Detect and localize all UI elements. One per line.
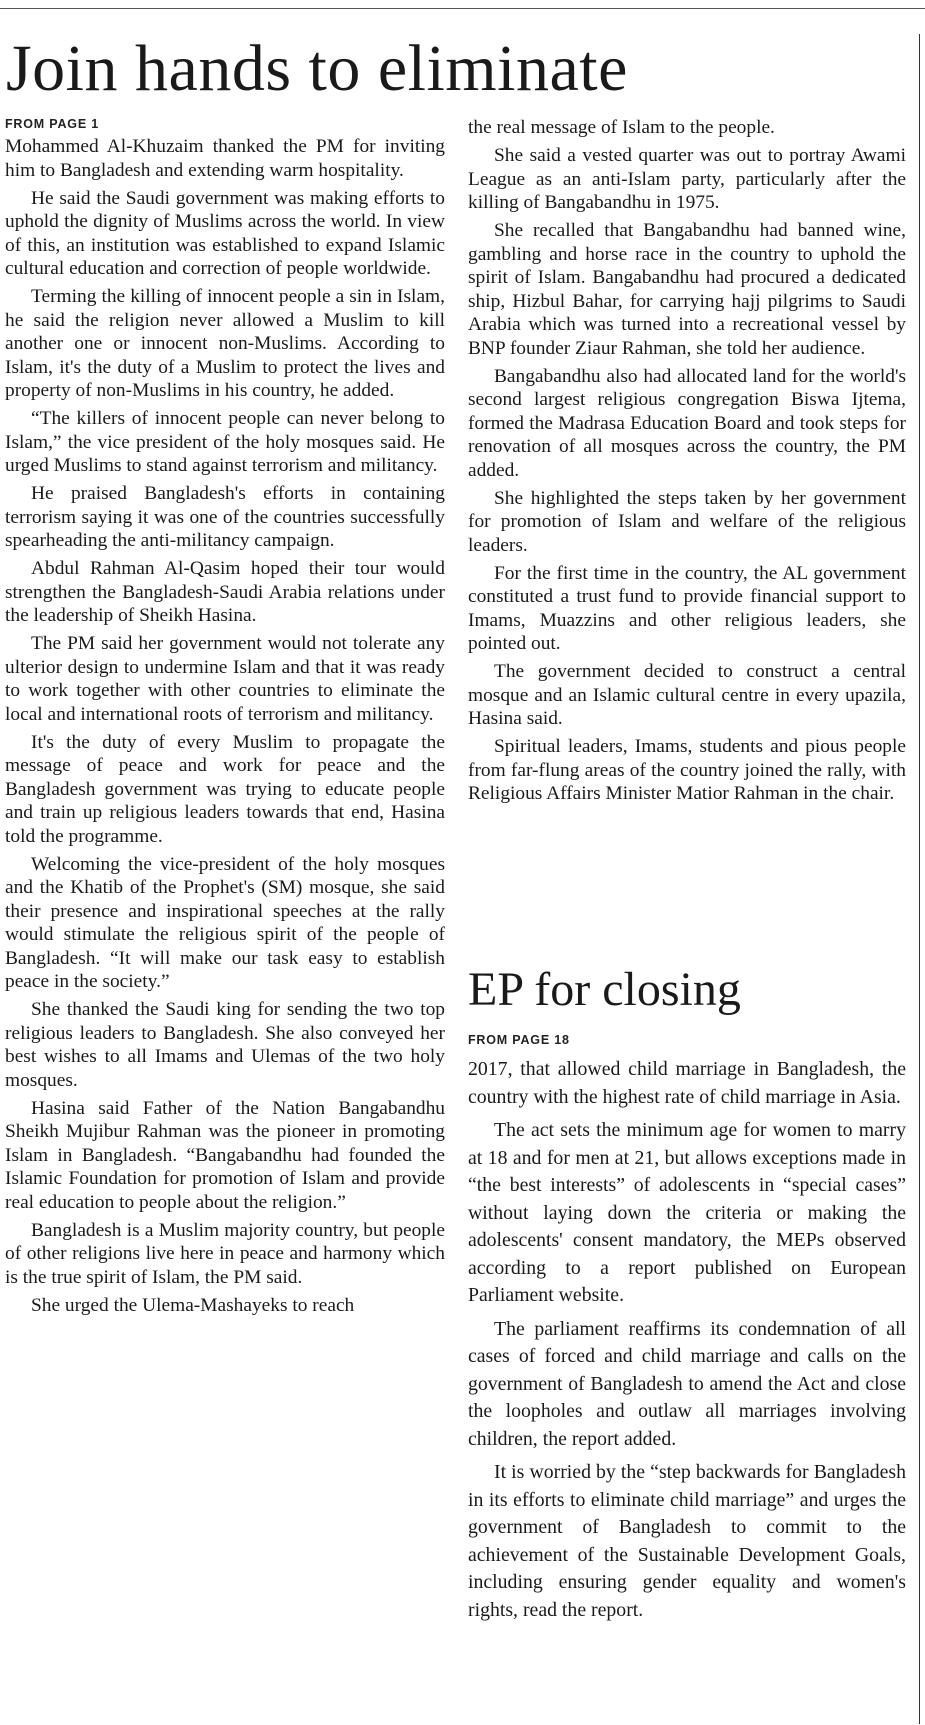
second-article-headline: EP for closing (468, 963, 741, 1016)
paragraph: She thanked the Saudi king for sending the two top religious leaders to Bangladesh. She also conveyed her best wishes to all Imams and Ulemas of the two holy mosques. (5, 999, 445, 1091)
second-continuation-kicker: FROM PAGE 18 (468, 1033, 570, 1047)
continuation-kicker: FROM PAGE 1 (5, 117, 99, 131)
paragraph: The government decided to construct a central mosque and an Islamic cultural centre in every upazila, Hasina said. (468, 661, 906, 729)
paragraph: 2017, that allowed child marriage in Bangladesh, the country with the highest rate of child marriage in Asia. (468, 1058, 906, 1108)
paragraph: Bangabandhu also had allocated land for the world's second largest religious congregation Biswa Ijtema, formed the Madrasa Education Board and took steps for renovation of all mosques across the country, the PM added. (468, 365, 906, 481)
article-column-2 (468, 116, 906, 810)
paragraph: “The killers of innocent people can never belong to Islam,” the vice president of the holy mosques said. He urged Muslims to stand against terrorism and militancy. (5, 408, 445, 476)
paragraph: Terming the killing of innocent people a sin in Islam, he said the religion never allowed a Muslim to kill another one or innocent non-Muslims. According to Islam, it's the duty of a Muslim to protect the lives and property of non-Muslims in his country, he added. (5, 286, 445, 401)
paragraph: She said a vested quarter was out to portray Awami League as an anti-Islam party, particularly after the killing of Bangabandhu in 1975. (468, 145, 906, 213)
paragraph: For the first time in the country, the AL government constituted a trust fund to provide financial support to Imams, Muazzins and other religious leaders, she pointed out. (468, 562, 906, 654)
paragraph: Hasina said Father of the Nation Bangabandhu Sheikh Mujibur Rahman was the pioneer in promoting Islam in Bangladesh. “Bangabandhu had founded the Islamic Foundation for promotion of Islam and provide real education to people about the religion.” (5, 1097, 445, 1213)
paragraph: She recalled that Bangabandhu had banned wine, gambling and horse race in the country to uphold the spirit of Islam. Bangabandhu had procured a dedicated ship, Hizbul Bahar, for carrying hajj pilgrims to Saudi Arabia which was turned into a recreational vessel by BNP founder Ziaur Rahman, she told her audience. (468, 220, 906, 359)
top-border-line (0, 8, 925, 9)
paragraph: It's the duty of every Muslim to propagate the message of peace and work for peace and the Bangladesh government was trying to educate people and train up religious leaders towards that end, Hasina told the programme. (5, 731, 445, 847)
second-article-column (468, 1056, 906, 1630)
paragraph: He praised Bangladesh's efforts in containing terrorism saying it was one of the countries successfully spearheading the anti-militancy campaign. (5, 483, 445, 551)
paragraph: Welcoming the vice-president of the holy mosques and the Khatib of the Prophet's (SM) mosque, she said their presence and inspirational speeches at the rally would stimulate the religious spirit of the people of Bangladesh. “It will make our task easy to establish peace in the society.” (5, 853, 445, 992)
paragraph: She highlighted the steps taken by her government for promotion of Islam and welfare of the religious leaders. (468, 487, 906, 556)
paragraph: The PM said her government would not tolerate any ulterior design to undermine Islam and that it was ready to work together with other countries to eliminate the local and international roots of terrorism and militancy. (5, 633, 445, 725)
paragraph: The parliament reaffirms its condemnation of all cases of forced and child marriage and calls on the government of Bangladesh to amend the Act and close the loopholes and outlaw all marriages involving children, the report added. (468, 1317, 906, 1450)
paragraph: Mohammed Al-Khuzaim thanked the PM for inviting him to Bangladesh and extending warm hospitality. (5, 136, 445, 181)
paragraph: Bangladesh is a Muslim majority country, but people of other religions live here in peace and harmony which is the true spirit of Islam, the PM said. (5, 1219, 445, 1288)
paragraph: The act sets the minimum age for women to marry at 18 and for men at 21, but allows exceptions made in “the best interests” of adolescents in “special cases” without laying down the criteria or making the adolescents' consent mandatory, the MEPs observed according to a report published on European Parliament website. (468, 1119, 906, 1306)
article-headline: Join hands to eliminate (6, 32, 628, 105)
paragraph: the real message of Islam to the people. (468, 117, 775, 138)
right-column-rule (919, 34, 920, 1724)
paragraph: It is worried by the “step backwards for Bangladesh in its efforts to eliminate child marriage” and urges the government of Bangladesh to commit to the achievement of the Sustainable Development Goals, including ensuring gender equality and women's rights, read the report. (468, 1461, 906, 1621)
paragraph: Abdul Rahman Al-Qasim hoped their tour would strengthen the Bangladesh-Saudi Arabia relations under the leadership of Sheikh Hasina. (5, 558, 445, 626)
paragraph: He said the Saudi government was making efforts to uphold the dignity of Muslims across the world. In view of this, an institution was established to expand Islamic cultural education and correction of people worldwide. (5, 187, 445, 279)
article-column-1 (5, 116, 445, 1322)
paragraph: She urged the Ulema-Mashayeks to reach (31, 1294, 355, 1316)
paragraph: Spiritual leaders, Imams, students and pious people from far-flung areas of the country joined the rally, with Religious Affairs Minister Matior Rahman in the chair. (468, 736, 906, 804)
